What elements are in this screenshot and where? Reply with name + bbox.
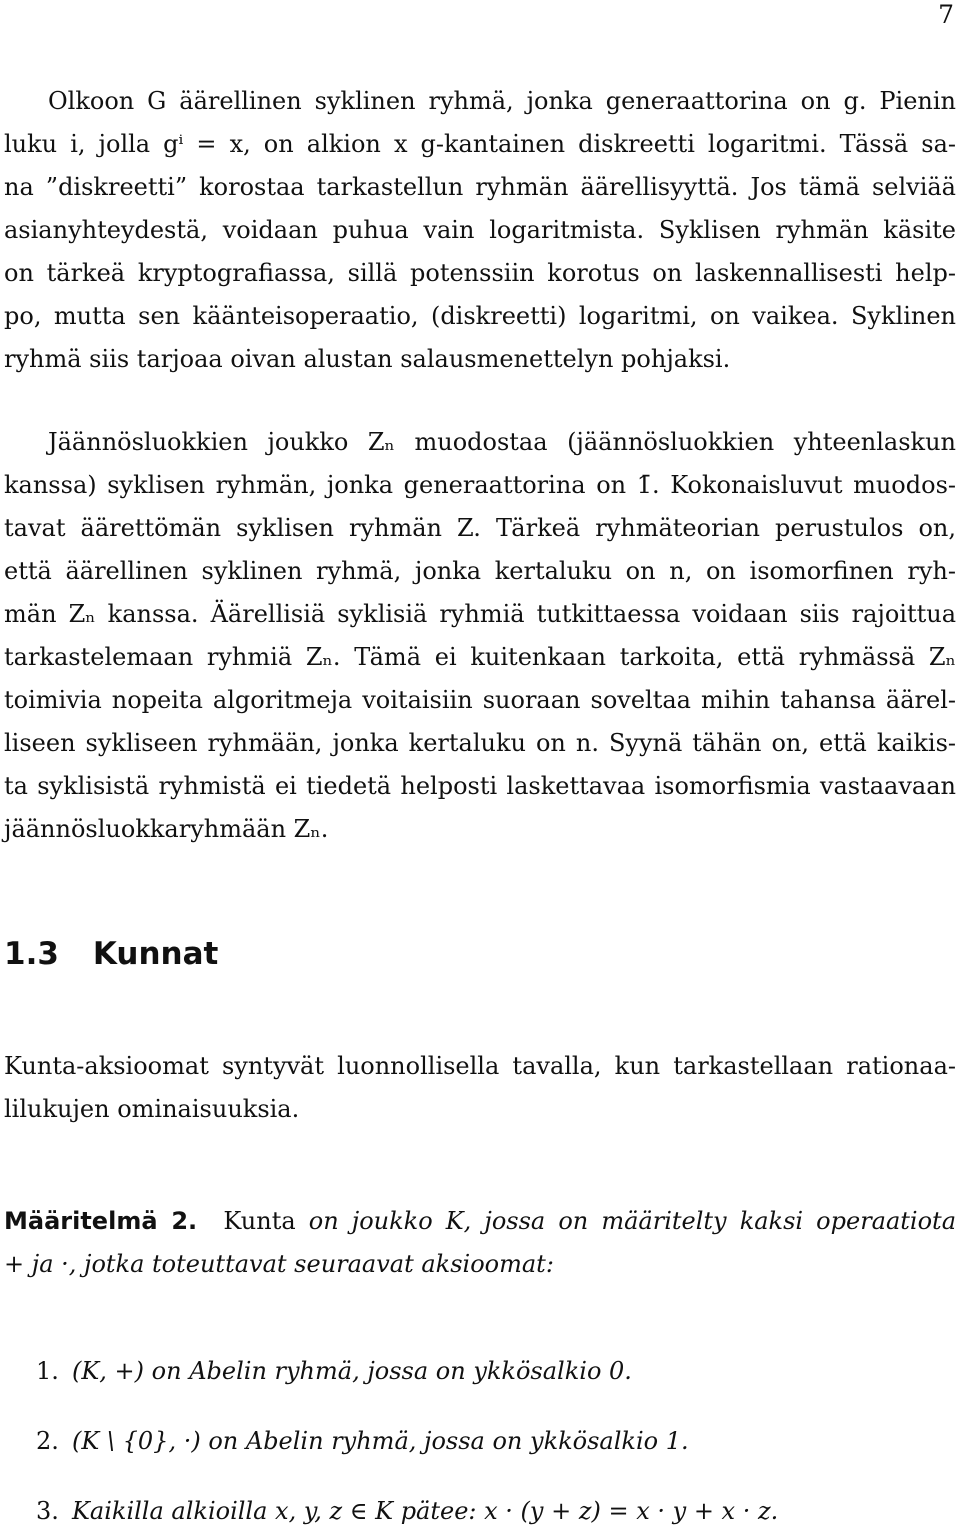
definition-text: ja ·, jotka toteuttavat seuraavat aksioomat: xyxy=(31,1250,554,1278)
paragraph-line: asianyhteydestä, voidaan puhua vain logaritmista. Syklisen ryhmän käsite xyxy=(4,216,956,244)
paragraph-line: jäännösluokkaryhmään Zₙ. xyxy=(4,815,329,843)
paragraph-line: Kunta-aksioomat syntyvät luonnollisella tavalla, kun tarkastellaan rationaa- xyxy=(4,1052,956,1080)
definition-label: Määritelmä 2 xyxy=(4,1207,189,1235)
paragraph-cyclic-groups xyxy=(4,80,956,381)
definition-text: Kunta xyxy=(223,1207,296,1235)
paragraph-line: po, mutta sen käänteisoperaatio, (diskreetti) logaritmi, on vaikea. Syklinen xyxy=(4,302,956,330)
definition-line xyxy=(4,1200,956,1243)
list-item-text: (K, +) on Abelin ryhmä, jossa on ykkösalkio 0. xyxy=(72,1357,632,1385)
paragraph-line: ta syklisistä ryhmistä ei tiedetä helposti laskettavaa isomorfismia vastaavaan xyxy=(4,772,956,800)
paragraph-line: on tärkeä kryptografiassa, sillä potenssiin korotus on laskennallisesti help- xyxy=(4,259,956,287)
paragraph-line: liseen sykliseen ryhmään, jonka kertaluku on n. Syynä tähän on, että kaikis- xyxy=(4,729,956,757)
paragraph-line: Jäännösluokkien joukko Zₙ muodostaa (jäännösluokkien yhteenlaskun xyxy=(48,428,956,456)
paragraph-residue-classes xyxy=(4,421,956,851)
paragraph-line: toimivia nopeita algoritmeja voitaisiin suoraan soveltaa mihin tahansa äärel- xyxy=(4,686,956,714)
definition-line xyxy=(4,1243,956,1286)
definition-block xyxy=(4,1200,956,1286)
paragraph-line: lilukujen ominaisuuksia. xyxy=(4,1095,300,1123)
list-item-index: 3. xyxy=(36,1497,59,1525)
section-number: 1.3 xyxy=(4,936,59,972)
definition-label-suffix: . xyxy=(188,1207,198,1235)
paragraph-line: Olkoon G äärellinen syklinen ryhmä, jonka generaattorina on g. Pienin xyxy=(48,87,956,115)
section-title: Kunnat xyxy=(92,936,219,972)
list-item xyxy=(36,1497,778,1525)
definition-text: on joukko K, jossa on määritelty kaksi operaatiota xyxy=(308,1207,956,1235)
paragraph-line: että äärellinen syklinen ryhmä, jonka kertaluku on n, on isomorfinen ryh- xyxy=(4,557,956,585)
list-item-text: (K \ {0}, ·) on Abelin ryhmä, jossa on ykkösalkio 1. xyxy=(72,1427,689,1455)
page-number: 7 xyxy=(938,0,954,29)
paragraph-line: män Zₙ kanssa. Äärellisiä syklisiä ryhmiä tutkittaessa voidaan siis rajoittua xyxy=(4,600,956,628)
definition-text: + xyxy=(4,1250,25,1278)
paragraph-line: na ”diskreetti” korostaa tarkastellun ryhmän äärellisyyttä. Jos tämä selviää xyxy=(4,173,956,201)
list-item-index: 1. xyxy=(36,1357,59,1385)
list-item-index: 2. xyxy=(36,1427,59,1455)
paragraph-line: ryhmä siis tarjoaa oivan alustan salausmenettelyn pohjaksi. xyxy=(4,345,731,373)
list-item xyxy=(36,1427,689,1455)
list-item xyxy=(36,1357,632,1385)
paragraph-line: tavat äärettömän syklisen ryhmän Z. Tärkeä ryhmäteorian perustulos on, xyxy=(4,514,956,542)
list-item-text: Kaikilla alkioilla x, y, z ∈ K pätee: x · (y + z) = x · y + x · z. xyxy=(72,1497,779,1525)
paragraph-field-axioms-intro xyxy=(4,1045,956,1131)
paragraph-line: kanssa) syklisen ryhmän, jonka generaattorina on 1̄. Kokonaisluvut muodos- xyxy=(4,471,956,499)
paragraph-line: luku i, jolla gⁱ = x, on alkion x g-kantainen diskreetti logaritmi. Tässä sa- xyxy=(4,130,956,158)
section-heading xyxy=(4,936,218,972)
paragraph-line: tarkastelemaan ryhmiä Zₙ. Tämä ei kuitenkaan tarkoita, että ryhmässä Zₙ xyxy=(4,643,956,671)
